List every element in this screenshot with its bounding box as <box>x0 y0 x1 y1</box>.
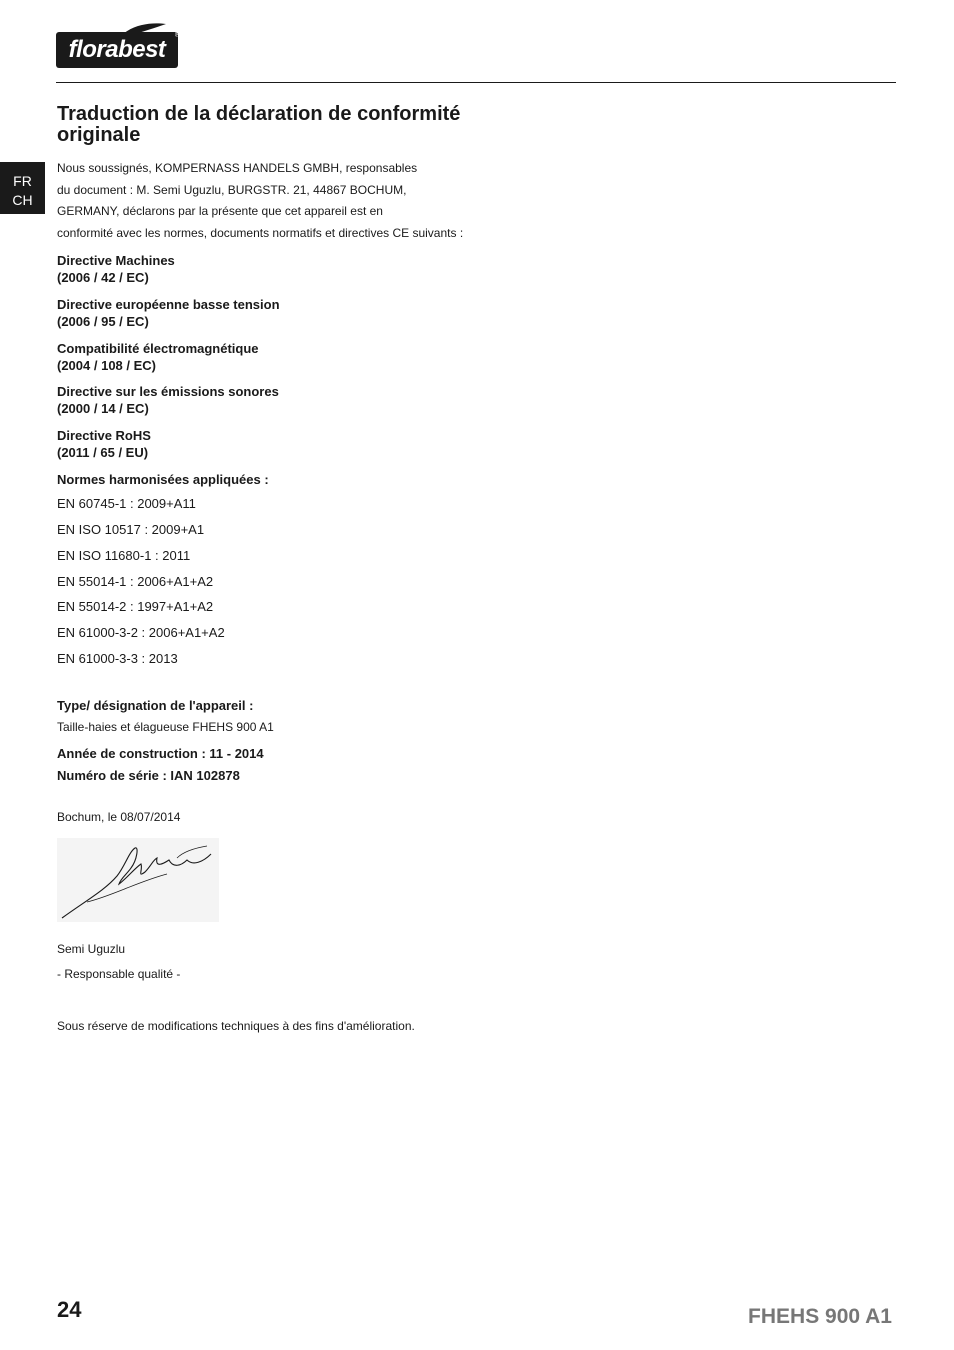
standard-item: EN ISO 10517 : 2009+A1 <box>57 522 205 537</box>
directive-name: Directive RoHS <box>57 428 151 443</box>
signatory-name: Semi Uguzlu <box>57 942 126 956</box>
language-tab <box>0 162 45 214</box>
standard-item: EN 60745-1 : 2009+A11 <box>57 496 196 511</box>
device-type-label: Type/ désignation de l'appareil : <box>57 698 254 713</box>
place-date: Bochum, le 08/07/2014 <box>57 810 181 824</box>
directive-noise <box>57 383 279 417</box>
construction-year: Année de construction : 11 - 2014 <box>57 746 264 761</box>
standards-heading: Normes harmonisées appliquées : <box>57 472 269 487</box>
device-type-value: Taille-haies et élagueuse FHEHS 900 A1 <box>57 720 274 734</box>
directive-machines <box>57 252 175 286</box>
standard-item: EN 55014-2 : 1997+A1+A2 <box>57 599 214 614</box>
standard-item: EN 55014-1 : 2006+A1+A2 <box>57 574 214 589</box>
page-number: 24 <box>57 1297 82 1322</box>
header-divider <box>56 82 896 83</box>
directive-code: (2006 / 95 / EC) <box>57 314 149 329</box>
language-code-ch: CH <box>12 192 33 208</box>
model-name: FHEHS 900 A1 <box>748 1305 892 1328</box>
page-title: Traduction de la déclaration de conformité originale <box>57 103 461 146</box>
logo-wordmark: florabest <box>56 32 178 68</box>
footnote: Sous réserve de modifications techniques à des fins d'amélioration. <box>57 1019 415 1033</box>
standard-item: EN ISO 11680-1 : 2011 <box>57 548 191 563</box>
signature-image <box>57 838 219 922</box>
directive-code: (2006 / 42 / EC) <box>57 270 149 285</box>
signatory-role: - Responsable qualité - <box>57 967 181 981</box>
directive-name: Directive sur les émissions sonores <box>57 384 279 399</box>
directive-name: Directive Machines <box>57 253 175 268</box>
directive-code: (2000 / 14 / EC) <box>57 401 149 416</box>
intro-line: GERMANY, déclarons par la présente que cet appareil est en <box>57 204 383 218</box>
registered-mark: ® <box>174 32 180 39</box>
intro-line: du document : M. Semi Uguzlu, BURGSTR. 21, 44867 BOCHUM, <box>57 182 407 197</box>
directive-emc <box>57 340 259 374</box>
directive-low-voltage <box>57 296 280 330</box>
directive-rohs <box>57 427 151 461</box>
intro-paragraph <box>57 158 497 244</box>
intro-line: Nous soussignés, KOMPERNASS HANDELS GMBH, responsables <box>57 161 418 175</box>
directive-code: (2004 / 108 / EC) <box>57 358 156 373</box>
directive-name: Compatibilité électromagnétique <box>57 341 259 356</box>
florabest-logo <box>56 22 180 70</box>
standard-item: EN 61000-3-3 : 2013 <box>57 651 178 666</box>
directive-name: Directive européenne basse tension <box>57 297 280 312</box>
standard-item: EN 61000-3-2 : 2006+A1+A2 <box>57 625 225 640</box>
intro-line: conformité avec les normes, documents normatifs et directives CE suivants : <box>57 225 464 240</box>
serial-number: Numéro de série : IAN 102878 <box>57 768 240 783</box>
directive-code: (2011 / 65 / EU) <box>57 445 149 460</box>
language-code-fr: FR <box>13 173 32 189</box>
